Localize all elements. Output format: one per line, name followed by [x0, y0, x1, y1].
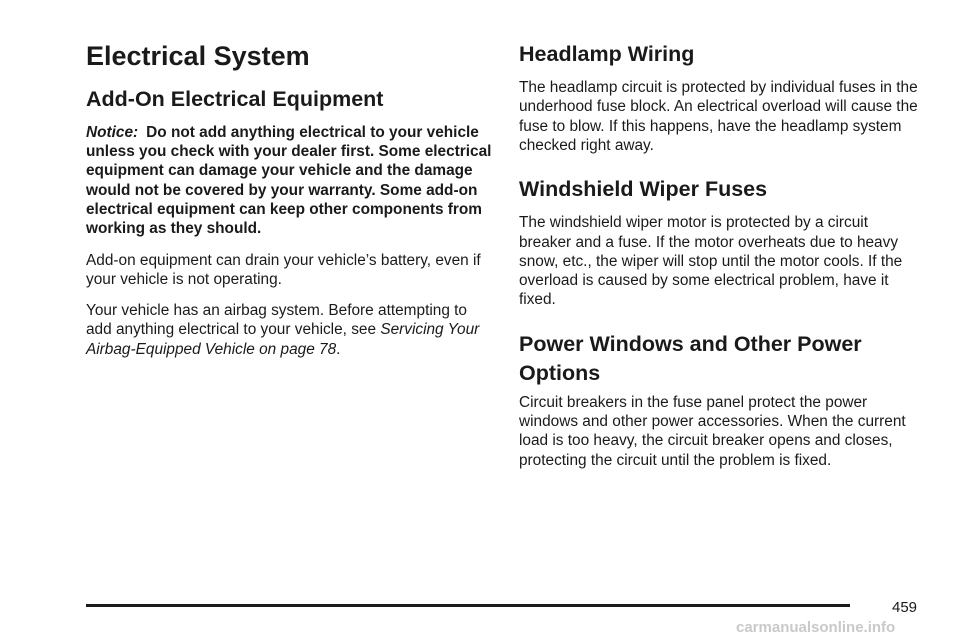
subsection-title-power: Power Windows and Other Power Options	[519, 331, 862, 385]
paragraph-headlamp: The headlamp circuit is protected by individual fuses in the underhood fuse block. An electrical overload will cause the fuse to blow. If this happens, have the headlamp system checked right away.	[519, 79, 918, 154]
page-number: 459	[892, 599, 918, 616]
notice-label: Notice:	[86, 123, 139, 141]
notice-text: Do not add anything electrical to your vehicle unless you check with your dealer first. Some electrical equipment can damage your vehicle and the damage would not be covered by your warranty. Some add-on electrical equipment can keep other components from working as they should.	[86, 123, 492, 238]
section-title: Electrical System	[86, 41, 310, 71]
right-column	[519, 40, 919, 482]
watermark: carmanualsonline.info	[736, 619, 896, 636]
left-column	[86, 40, 496, 371]
footer-rule	[86, 604, 850, 607]
subsection-title-addon: Add-On Electrical Equipment	[86, 86, 384, 111]
airbag-text: Your vehicle has an airbag system. Before attempting to add anything electrical to your vehicle, see	[86, 302, 467, 339]
paragraph-wiper: The windshield wiper motor is protected by a circuit breaker and a fuse. If the motor overheats due to heavy snow, etc., the wiper will stop until the motor cools. If the overload is caused by some electrical problem, have it fixed.	[519, 214, 903, 309]
airbag-page-reference[interactable]: Servicing Your Airbag-Equipped Vehicle on page 78	[86, 321, 480, 358]
paragraph-airbag	[86, 301, 496, 359]
subsection-title-headlamp: Headlamp Wiring	[519, 42, 695, 66]
airbag-suffix: .	[336, 340, 341, 358]
paragraph-power: Circuit breakers in the fuse panel protect the power windows and other power accessories. When the current load is too heavy, the circuit breaker opens and closes, protecting the circuit until the problem is fixed.	[519, 393, 906, 469]
notice-paragraph	[86, 123, 496, 239]
subsection-title-wiper: Windshield Wiper Fuses	[519, 177, 768, 202]
paragraph-battery: Add-on equipment can drain your vehicle’s battery, even if your vehicle is not operating.	[86, 251, 481, 288]
